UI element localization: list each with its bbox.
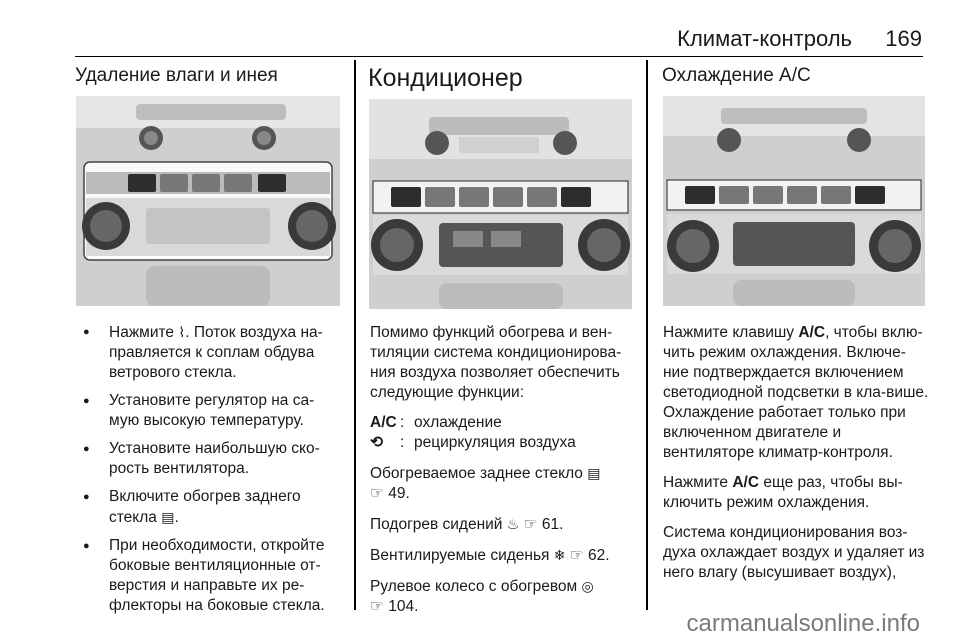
section-heading-defrost: Удаление влаги и инея	[75, 65, 278, 86]
figure-climate-panel-defrost	[76, 96, 340, 306]
ac-key-label: A/C	[798, 324, 826, 341]
ref-rear-window	[370, 463, 636, 504]
function-row-ac	[370, 413, 636, 433]
paragraph-text: Нажмите	[663, 474, 729, 491]
column-divider-2	[646, 60, 648, 610]
list-item	[79, 391, 341, 431]
page-ref-icon: ☞	[523, 516, 538, 533]
page-header	[0, 0, 960, 56]
ref-text: Подогрев сидений	[370, 516, 503, 533]
paragraph-text: , чтобы вклю-чить режим охлаждения. Включе-ние подтверждается включением светодиодной подсветки в кла-више. Охлаждение работает только при включенном двигателе и вентиляторе климатр-контроля.	[663, 324, 929, 461]
page-ref-icon: ☞	[569, 547, 584, 564]
figure-climate-panel-cooling	[663, 96, 925, 306]
left-body	[79, 322, 341, 624]
cooling-on-paragraph	[663, 323, 929, 463]
right-body	[663, 323, 929, 593]
running-title: Климат-контроль	[677, 26, 852, 51]
ref-heated-seats	[370, 514, 636, 535]
heated-wheel-icon: ◎	[581, 578, 594, 594]
paragraph-text: еще раз, чтобы вы-ключить режим охлаждения.	[663, 474, 903, 511]
ref-text: Рулевое колесо с обогревом	[370, 578, 578, 595]
watermark: carmanualsonline.info	[686, 610, 920, 637]
section-heading-ac: Кондиционер	[368, 64, 523, 92]
bullet-text: . Поток воздуха на-правляется к соплам обдува ветрового стекла.	[109, 324, 323, 381]
windshield-defrost-icon: ⌇	[178, 324, 186, 340]
right-column	[662, 60, 924, 87]
middle-body	[370, 323, 636, 627]
recirculation-icon: ⟲	[370, 434, 383, 451]
column-divider-1	[354, 60, 356, 610]
heated-seat-icon: ♨	[506, 516, 520, 532]
page-ref-icon: ☞	[370, 598, 384, 615]
ac-dehumidify-paragraph: Система кондиционирования воз-духа охлаждает воздух и удаляет из него влагу (высушивает воздух),	[663, 524, 925, 581]
page-ref[interactable]: 61.	[541, 516, 564, 533]
bullet-text: Нажмите	[109, 324, 175, 341]
bullet-text: Установите регулятор на са-мую высокую температуру.	[109, 392, 315, 429]
ref-text: Обогреваемое заднее стекло	[370, 465, 583, 482]
figure-climate-panel-ac	[369, 99, 632, 309]
ref-text: Вентилируемые сиденья	[370, 547, 550, 564]
middle-column	[368, 60, 632, 93]
function-colon: :	[400, 434, 405, 451]
ventilated-seat-icon: ❄	[553, 547, 566, 563]
bullet-text: .	[174, 509, 179, 526]
page-ref-icon: ☞	[370, 485, 384, 502]
list-item	[79, 487, 341, 528]
function-desc: рециркуляция воздуха	[414, 434, 576, 451]
list-item	[79, 536, 341, 616]
page-ref[interactable]: 62.	[588, 547, 610, 564]
bullet-text: При необходимости, откройте боковые вентиляционные от-верстия и направьте их ре-флекторы на боковые стекла.	[109, 537, 325, 614]
bullet-text: Включите обогрев заднего стекла	[109, 488, 301, 526]
list-item	[79, 322, 341, 383]
function-key: A/C	[370, 414, 397, 431]
page-ref[interactable]: 49.	[388, 485, 410, 502]
defrost-steps-list	[79, 322, 341, 616]
bullet-text: Установите наибольшую ско-рость вентилятора.	[109, 440, 320, 477]
list-item	[79, 439, 341, 479]
function-row-recirculation	[370, 433, 636, 453]
rear-defrost-icon: ▤	[161, 509, 175, 525]
ac-intro-paragraph: Помимо функций обогрева и вен-тиляции система кондиционирова-ния воздуха позволяет обеспечить следующие функции:	[370, 324, 622, 401]
cooling-off-paragraph	[663, 473, 929, 513]
header-rule	[75, 56, 923, 57]
function-desc: охлаждение	[414, 414, 502, 431]
function-colon: :	[400, 414, 405, 431]
page-ref[interactable]: 104.	[388, 598, 419, 615]
paragraph-text: Нажмите клавишу	[663, 324, 795, 341]
left-column	[75, 60, 341, 87]
page-number: 169	[885, 26, 922, 51]
ref-ventilated-seats	[370, 545, 636, 566]
ac-key-label: A/C	[732, 474, 760, 491]
section-heading-ac-cooling: Охлаждение A/C	[662, 65, 811, 86]
ref-heated-wheel	[370, 576, 636, 617]
rear-defrost-icon: ▤	[587, 465, 601, 481]
